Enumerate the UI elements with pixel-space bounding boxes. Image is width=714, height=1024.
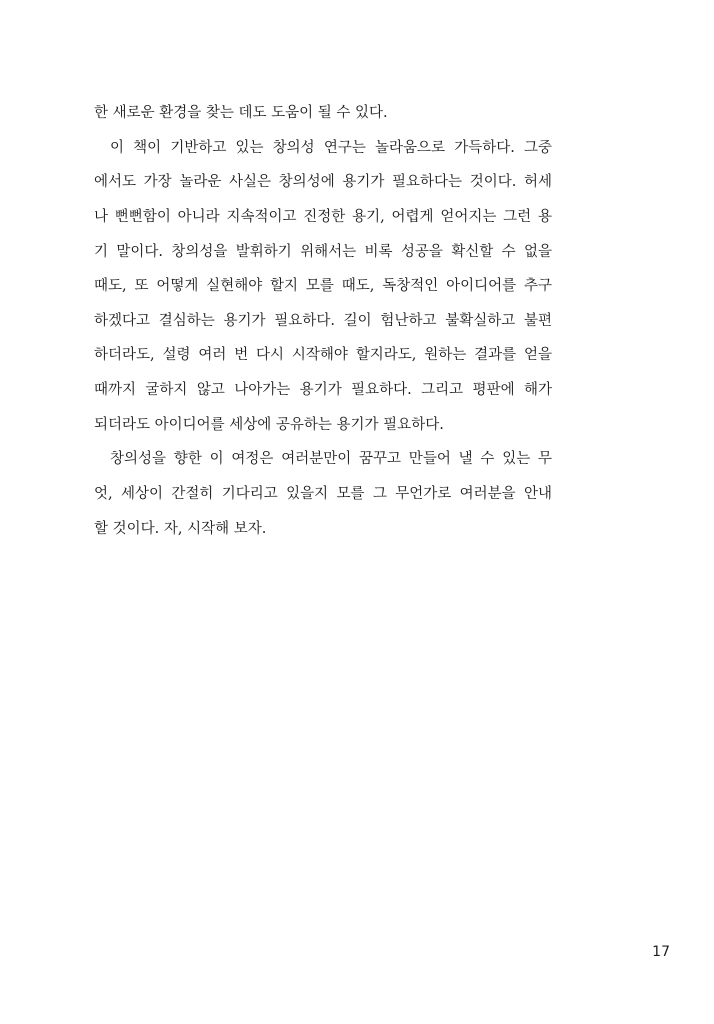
- text-line: 나 뻔뻔함이 아니라 지속적이고 진정한 용기, 어렵게 얻어지는 그런 용: [94, 208, 552, 225]
- text-line: 하겠다고 결심하는 용기가 필요하다. 길이 험난하고 불확실하고 불편: [94, 312, 552, 329]
- text-line: 할 것이다. 자, 시작해 보자.: [94, 520, 267, 537]
- text-line: 때도, 또 어떻게 실현해야 할지 모를 때도, 독창적인 아이디어를 추구: [94, 278, 552, 295]
- page-number: 17: [652, 944, 670, 960]
- text-line: 한 새로운 환경을 찾는 데도 도움이 될 수 있다.: [94, 105, 388, 121]
- text-line: 엇, 세상이 간절히 기다리고 있을지 모를 그 무언가로 여러분을 안내: [94, 486, 552, 503]
- text-line: 이 책이 기반하고 있는 창의성 연구는 놀라움으로 가득하다. 그중: [110, 139, 552, 156]
- body-text: [94, 96, 552, 546]
- text-line: 에서도 가장 놀라운 사실은 창의성에 용기가 필요하다는 것이다. 허세: [94, 174, 552, 191]
- text-line: 때까지 굴하지 않고 나아가는 용기가 필요하다. 그리고 평판에 해가: [94, 382, 552, 399]
- text-line: 되더라도 아이디어를 세상에 공유하는 용기가 필요하다.: [94, 416, 444, 433]
- text-line: 창의성을 향한 이 여정은 여러분만이 꿈꾸고 만들어 낼 수 있는 무: [110, 451, 552, 468]
- text-line: 기 말이다. 창의성을 발휘하기 위해서는 비록 성공을 확신할 수 없을: [94, 243, 552, 260]
- text-line: 하더라도, 설령 여러 번 다시 시작해야 할지라도, 원하는 결과를 얻을: [94, 347, 552, 364]
